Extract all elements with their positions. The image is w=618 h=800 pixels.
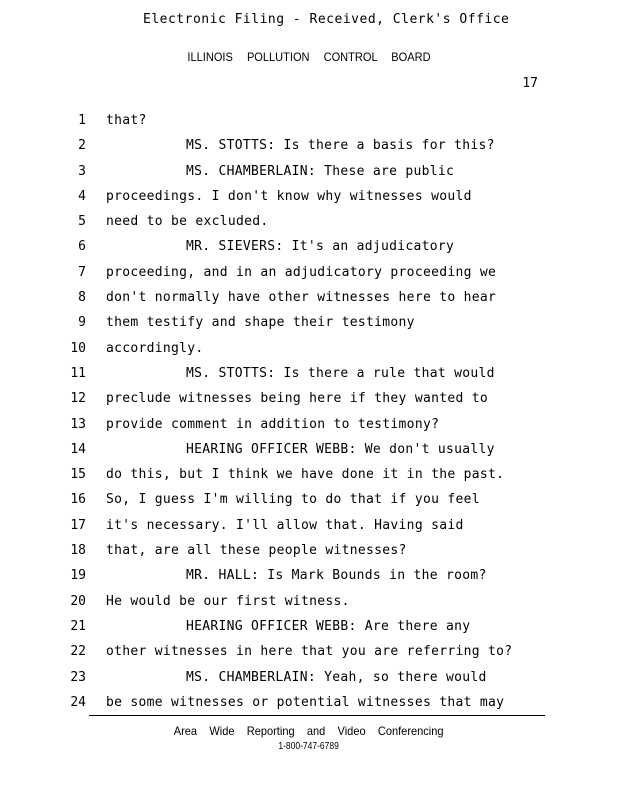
line-text: need to be excluded. (106, 214, 269, 230)
transcript-line (0, 641, 618, 666)
transcript-line (0, 591, 618, 616)
line-number: 19 (70, 568, 86, 584)
transcript-line (0, 616, 618, 641)
line-number: 1 (78, 113, 86, 128)
transcript-line (0, 414, 618, 439)
transcript-line (0, 338, 618, 363)
line-number: 21 (70, 618, 86, 634)
line-text: that, are all these people witnesses? (106, 543, 407, 559)
line-number: 15 (70, 467, 86, 483)
line-text: that? (106, 113, 147, 128)
line-text: HEARING OFFICER WEBB: We don't usually (186, 441, 495, 457)
transcript-line (0, 236, 618, 261)
line-number: 20 (70, 593, 86, 609)
line-text: other witnesses in here that you are referring to? (106, 644, 513, 660)
line-number: 2 (78, 138, 86, 154)
line-text: proceedings. I don't know why witnesses would (106, 188, 472, 204)
line-number: 17 (70, 517, 86, 533)
line-number: 9 (78, 315, 86, 331)
transcript-line (0, 211, 618, 236)
line-text: So, I guess I'm willing to do that if you feel (106, 492, 480, 508)
transcript-line (0, 667, 618, 692)
line-text: it's necessary. I'll allow that. Having said (106, 517, 464, 533)
line-number: 24 (70, 694, 86, 710)
line-text: proceeding, and in an adjudicatory proceeding we (106, 264, 497, 280)
line-text: be some witnesses or potential witnesses that may (106, 694, 505, 710)
transcript-line (0, 110, 618, 135)
transcript-lines (0, 110, 618, 717)
board-title: ILLINOIS POLLUTION CONTROL BOARD (187, 50, 431, 64)
line-text: MS. STOTTS: Is there a rule that would (186, 365, 495, 381)
line-number: 6 (78, 239, 86, 255)
transcript-line (0, 388, 618, 413)
transcript-line (0, 692, 618, 717)
line-number: 16 (70, 492, 86, 508)
line-text: MS. CHAMBERLAIN: These are public (186, 163, 455, 179)
transcript-line (0, 186, 618, 211)
footer-company: Area Wide Reporting and Video Conferencing (174, 724, 444, 738)
transcript-line (0, 439, 618, 464)
line-text: preclude witnesses being here if they wanted to (106, 391, 488, 407)
line-text: MS. STOTTS: Is there a basis for this? (186, 138, 495, 154)
line-number: 22 (70, 644, 86, 660)
line-number: 14 (70, 441, 86, 457)
line-number: 18 (70, 543, 86, 559)
transcript-line (0, 287, 618, 312)
line-text: don't normally have other witnesses here to hear (106, 290, 497, 306)
line-text: MS. CHAMBERLAIN: Yeah, so there would (186, 669, 487, 685)
line-number: 23 (70, 669, 86, 685)
transcript-line (0, 489, 618, 514)
line-number: 12 (70, 391, 86, 407)
transcript-line (0, 540, 618, 565)
transcript-line (0, 161, 618, 186)
line-number: 4 (78, 188, 86, 204)
page-number: 17 (522, 76, 538, 91)
filing-stamp: Electronic Filing - Received, Clerk's Office (143, 12, 510, 27)
line-text: do this, but I think we have done it in the past. (106, 467, 505, 483)
line-text: He would be our first witness. (106, 593, 350, 609)
footer-divider (89, 715, 545, 716)
footer (0, 724, 618, 752)
line-number: 8 (78, 290, 86, 306)
transcript-line (0, 135, 618, 160)
line-text: provide comment in addition to testimony? (106, 416, 440, 432)
line-number: 13 (70, 416, 86, 432)
transcript-line (0, 565, 618, 590)
transcript-line (0, 515, 618, 540)
line-number: 11 (70, 365, 86, 381)
line-number: 7 (78, 264, 86, 280)
transcript-line (0, 464, 618, 489)
line-number: 5 (78, 214, 86, 230)
line-text: HEARING OFFICER WEBB: Are there any (186, 618, 471, 634)
transcript-line (0, 262, 618, 287)
line-number: 3 (78, 163, 86, 179)
transcript-line (0, 312, 618, 337)
line-text: accordingly. (106, 340, 204, 356)
line-text: them testify and shape their testimony (106, 315, 415, 331)
line-number: 10 (70, 340, 86, 356)
line-text: MR. SIEVERS: It's an adjudicatory (186, 239, 455, 255)
line-text: MR. HALL: Is Mark Bounds in the room? (186, 568, 487, 584)
footer-phone: 1-800-747-6789 (278, 741, 340, 752)
transcript-line (0, 363, 618, 388)
